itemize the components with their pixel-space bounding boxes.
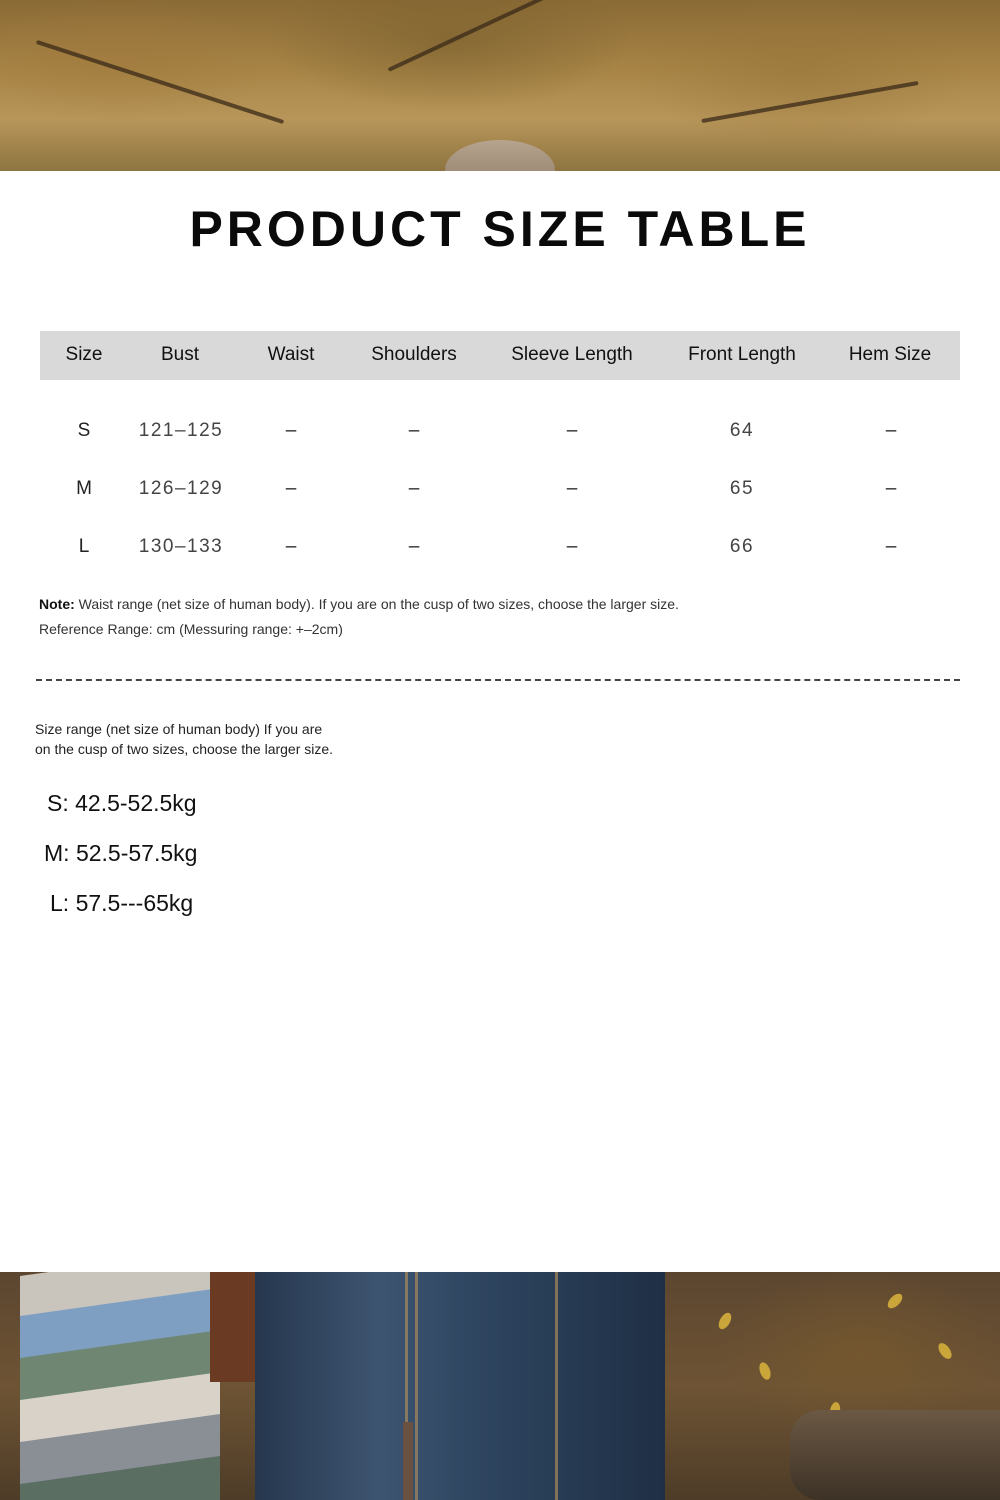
striped-scarf <box>20 1272 220 1500</box>
cell-front-length: 64 <box>729 420 755 441</box>
header-hem-size: Hem Size <box>848 344 932 365</box>
weight-s: S: 42.5-52.5kg <box>47 790 197 816</box>
table-row <box>0 420 1000 450</box>
table-row <box>0 478 1000 508</box>
header-front-length: Front Length <box>688 344 796 365</box>
cell-shoulders: – <box>408 478 420 499</box>
cell-waist: – <box>285 478 297 499</box>
cell-shoulders: – <box>408 420 420 441</box>
cell-sleeve-length: – <box>566 420 578 441</box>
cell-waist: – <box>285 420 297 441</box>
top-photo <box>0 0 1000 171</box>
cell-shoulders: – <box>408 536 420 557</box>
cell-waist: – <box>285 536 297 557</box>
cell-bust: 130–133 <box>138 536 224 557</box>
model-head <box>445 140 555 171</box>
header-size: Size <box>65 344 103 365</box>
weight-m: M: 52.5-57.5kg <box>44 840 198 866</box>
reference-range: Reference Range: cm (Messuring range: +–2cm) <box>39 621 343 637</box>
size-range-line-1: Size range (net size of human body) If you are <box>35 721 323 737</box>
cell-front-length: 65 <box>729 478 755 499</box>
header-sleeve-length: Sleeve Length <box>511 344 633 365</box>
note-line <box>39 596 679 612</box>
cell-size: S <box>77 420 91 441</box>
cell-sleeve-length: – <box>566 478 578 499</box>
cell-bust: 121–125 <box>138 420 224 441</box>
table-header <box>40 331 960 380</box>
dashed-divider <box>36 679 960 681</box>
header-waist: Waist <box>267 344 315 365</box>
cell-bust: 126–129 <box>138 478 224 499</box>
cell-hem-size: – <box>885 536 897 557</box>
header-shoulders: Shoulders <box>371 344 457 365</box>
weight-l: L: 57.5---65kg <box>50 890 194 916</box>
brown-bag <box>210 1272 260 1382</box>
cell-size: M <box>76 478 92 499</box>
header-bust: Bust <box>160 344 200 365</box>
cell-front-length: 66 <box>729 536 755 557</box>
wooden-log <box>790 1410 1000 1500</box>
size-range-description <box>35 719 333 759</box>
denim-skirt <box>255 1272 665 1500</box>
cell-hem-size: – <box>885 420 897 441</box>
cell-sleeve-length: – <box>566 536 578 557</box>
cell-size: L <box>78 536 90 557</box>
note-label: Note: <box>39 596 75 612</box>
cell-hem-size: – <box>885 478 897 499</box>
page-title: PRODUCT SIZE TABLE <box>189 201 811 257</box>
size-range-line-2: on the cusp of two sizes, choose the larger size. <box>35 741 334 757</box>
table-row <box>0 536 1000 566</box>
note-text: Waist range (net size of human body). If you are on the cusp of two sizes, choose the larger size. <box>78 596 679 612</box>
